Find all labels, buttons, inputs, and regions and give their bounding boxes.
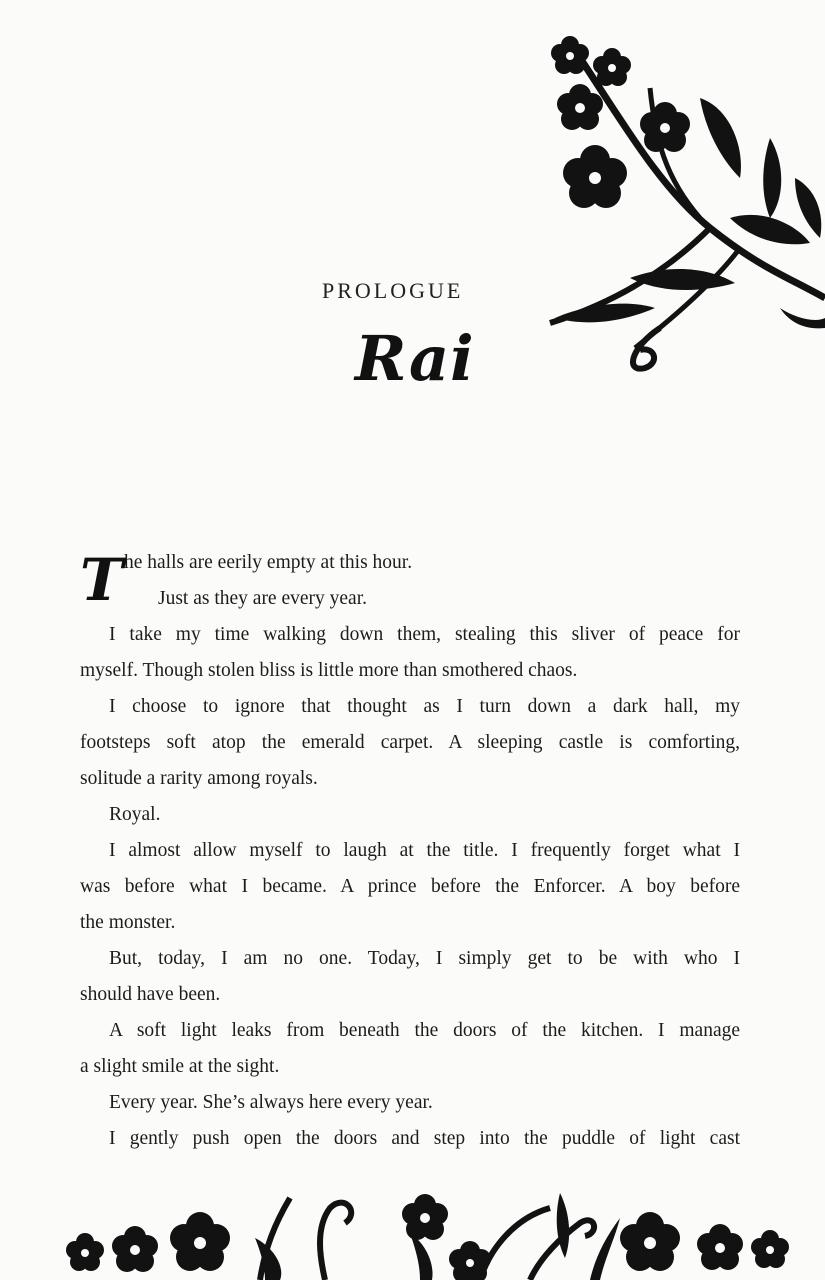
drop-cap: T (80, 546, 124, 614)
paragraph-line: a slight smile at the sight. (80, 1056, 280, 1077)
line-text: he halls are eerily empty at this hour. (124, 552, 413, 573)
section-label: PROLOGUE (322, 278, 464, 303)
paragraph-line: I take my time walking down them, stealing this sliver of peace for (109, 624, 740, 645)
floral-branch-ornament-icon (540, 28, 825, 373)
paragraph-line: A soft light leaks from beneath the doors of the kitchen. I manage (109, 1020, 740, 1041)
floral-border-ornament-icon (60, 1178, 825, 1280)
paragraph-line: footsteps soft atop the emerald carpet. A sleeping castle is comforting, (80, 732, 740, 753)
paragraph-line: Royal. (109, 804, 161, 825)
paragraph-line: I choose to ignore that thought as I turn down a dark hall, my (109, 696, 740, 717)
body-text (80, 545, 740, 1157)
paragraph-line: was before what I became. A prince before the Enforcer. A boy before (80, 876, 740, 897)
paragraph-line: solitude a rarity among royals. (80, 768, 318, 789)
paragraph-line: Just as they are every year. (158, 588, 367, 609)
paragraph-line: should have been. (80, 984, 221, 1005)
paragraph-line: myself. Though stolen bliss is little more than smothered chaos. (80, 660, 578, 681)
chapter-title: Rai (355, 322, 475, 395)
paragraph-line: I almost allow myself to laugh at the title. I frequently forget what I (109, 840, 740, 861)
paragraph-line: the monster. (80, 912, 176, 933)
paragraph-line: I gently push open the doors and step into the puddle of light cast (109, 1128, 740, 1149)
paragraph-line: Every year. She’s always here every year. (109, 1092, 433, 1113)
paragraph-line: But, today, I am no one. Today, I simply get to be with who I (109, 948, 740, 969)
